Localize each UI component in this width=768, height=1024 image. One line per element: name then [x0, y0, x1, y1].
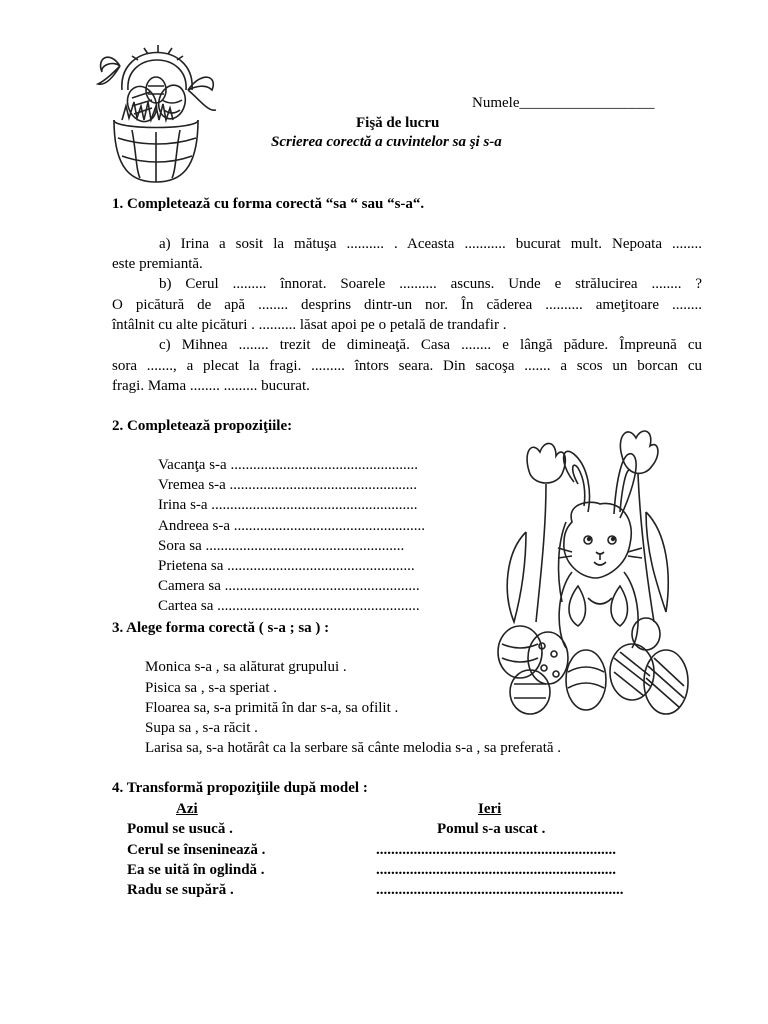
sentence-left: Ea se uită în oglindă .	[127, 862, 265, 878]
exercise-2-item: Cartea sa ......................................................	[158, 598, 420, 614]
exercise-1-line: fragi. Mama ........ ......... bucurat.	[112, 378, 310, 394]
exercise-1-line: b) Cerul ......... înnorat. Soarele .......... ascuns. Unde e strălucirea ........ ?	[159, 276, 702, 292]
answer-line: ................................................................	[376, 862, 616, 878]
exercise-1-line: sora ......., a plecat la fragi. ......... întors seara. Din sacoşa ....... a scos un borcan cu	[112, 358, 702, 374]
exercise-1-line: c) Mihnea ........ trezit de dimineaţă. Casa ........ e lângă pădure. Împreună cu	[159, 337, 702, 353]
exercise-2-item: Vremea s-a ..................................................	[158, 477, 418, 493]
exercise-3-item: Larisa sa, s-a hotărât ca la serbare să cânte melodia s-a , sa preferată .	[145, 740, 562, 756]
model-sentence-right: Pomul s-a uscat .	[437, 821, 546, 837]
exercise-3-heading: 3. Alege forma corectă ( s-a ; sa ) :	[112, 620, 330, 636]
page-subtitle: Scrierea corectă a cuvintelor sa şi s-a	[271, 134, 502, 150]
exercise-2-item: Irina s-a .......................................................	[158, 497, 418, 513]
exercise-1-heading: 1. Completează cu forma corectă “sa “ sau “s-a“.	[112, 196, 425, 212]
column-header-ieri: Ieri	[478, 801, 502, 817]
exercise-2-item: Vacanţa s-a ..................................................	[158, 457, 418, 473]
exercise-3-item: Floarea sa, s-a primită în dar s-a, sa ofilit .	[145, 700, 399, 716]
easter-bunny-image	[496, 422, 696, 718]
exercise-2-item: Andreea s-a ...................................................	[158, 518, 426, 534]
exercise-1-line: O picătură de apă ........ desprins dintr-un nor. În căderea .......... ameţitoare ........	[112, 297, 702, 313]
exercise-3-item: Pisica sa , s-a speriat .	[145, 680, 278, 696]
exercise-1-line: întâlnit cu alte picături . .......... lăsat apoi pe o petală de trandafir .	[112, 317, 507, 333]
exercise-2-item: Camera sa ....................................................	[158, 578, 420, 594]
answer-line: ................................................................	[376, 842, 616, 858]
exercise-1-line: este premiantă.	[112, 256, 203, 272]
exercise-2-heading: 2. Completează propoziţiile:	[112, 418, 293, 434]
name-field-label: Numele__________________	[472, 95, 655, 111]
sentence-left: Cerul se înseninează .	[127, 842, 266, 858]
answer-line: ..................................................................	[376, 882, 624, 898]
sentence-left: Radu se supără .	[127, 882, 234, 898]
exercise-3-item: Monica s-a , sa alăturat grupului .	[145, 659, 347, 675]
page-title: Fişă de lucru	[356, 115, 440, 131]
exercise-1-line: a) Irina a sosit la mătuşa .......... . Aceasta ........... bucurat mult. Nepoata ........	[159, 236, 702, 252]
model-sentence-left: Pomul se usucă .	[127, 821, 233, 837]
exercise-2-item: Prietena sa ..................................................	[158, 558, 415, 574]
exercise-4-heading: 4. Transformă propoziţiile după model :	[112, 780, 368, 796]
easter-basket-image	[92, 20, 222, 188]
column-header-azi: Azi	[176, 801, 198, 817]
exercise-2-item: Sora sa .....................................................	[158, 538, 405, 554]
exercise-3-item: Supa sa , s-a răcit .	[145, 720, 258, 736]
